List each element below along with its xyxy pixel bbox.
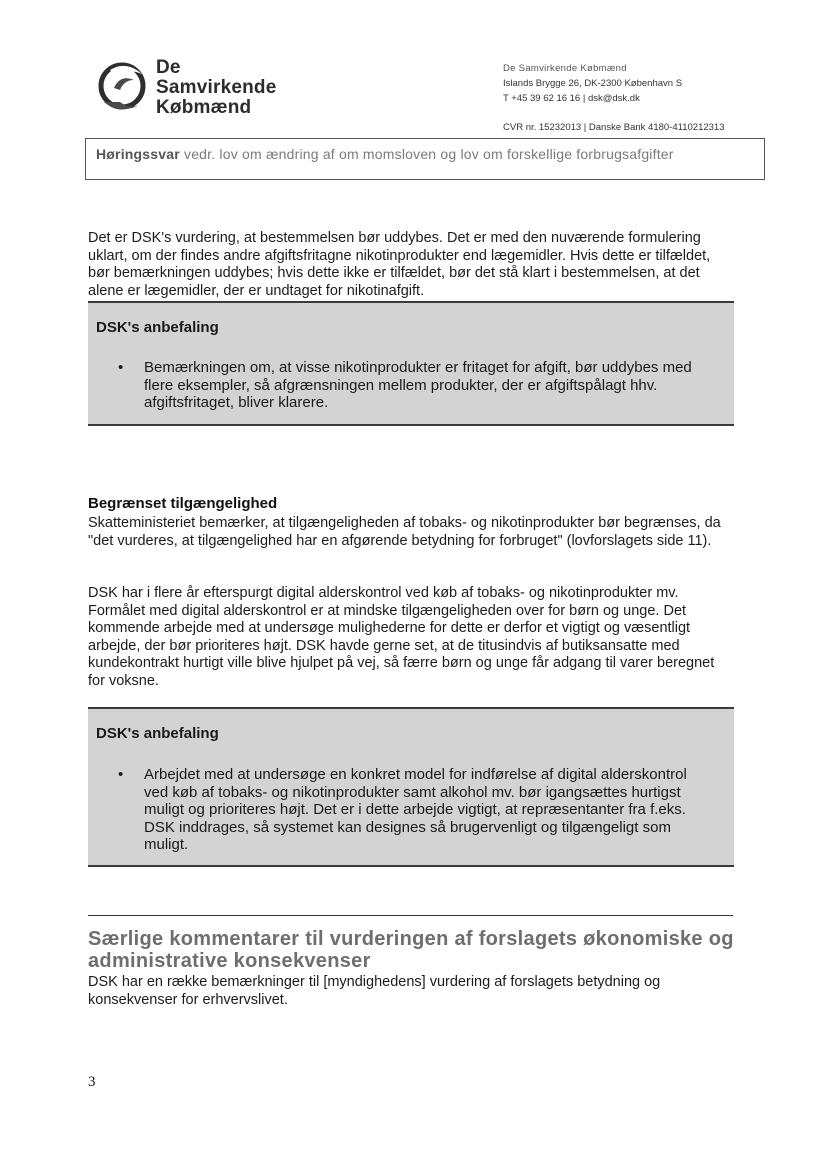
sender-name: De Samvirkende Købmænd	[503, 63, 627, 74]
bullet-icon: •	[118, 766, 124, 783]
bullet-icon: •	[118, 359, 124, 376]
sender-address: Islands Brygge 26, DK-2300 København S	[503, 78, 683, 89]
recommendation-title: DSK's anbefaling	[96, 725, 219, 742]
large-heading: Særlige kommentarer til vurderingen af forslagets økonomiske og administrative konsekvenser	[88, 928, 734, 972]
company-logo	[98, 56, 298, 116]
paragraph-2: Skatteministeriet bemærker, at tilgængeligheden af tobaks- og nikotinprodukter bør begrænses, da "det vurderes, at tilgængelighed har en afgørende betydning for forbruget" (lovforslagets side 11).	[88, 515, 721, 549]
subject-bold: Høringssvar	[96, 146, 180, 162]
recommendation-item: Arbejdet med at undersøge en konkret model for indførelse af digital alderskontrol ved køb af tobaks- og nikotinprodukter samt alkohol mv. bør igangsættes hurtigst muligt og prioriteres højt. Det er i dette arbejde vigtigt, at repræsentanter fra f.eks. DSK inddrages, så systemet kan designes så brugervenligt og tilgængeligt som muligt.	[144, 766, 687, 853]
paragraph-3: DSK har i flere år efterspurgt digital alderskontrol ved køb af tobaks- og nikotinprodukter mv. Formålet med digital alderskontrol er at mindske tilgængeligheden over for børn og unge. Det kommende arbejde med at undersøge mulighederne for dette er derfor et vigtigt og væsentligt arbejde, der bør prioriteres højt. DSK havde gerne set, at de titusindvis af butiksansatte med kundekontrakt hurtigt ville blive hjulpet på vej, så færre børn og unge får adgang til varer beregnet for voksne.	[88, 585, 715, 689]
paragraph-4: DSK har en række bemærkninger til [myndighedens] vurdering af forslagets betydning og konsekvenser for erhvervslivet.	[88, 974, 661, 1008]
section-divider	[88, 915, 733, 916]
recommendation-box-2	[88, 707, 734, 867]
logo-line-1: De	[156, 57, 181, 78]
paragraph-1: Det er DSK's vurdering, at bestemmelsen bør uddybes. Det er med den nuværende formulering uklart, om der findes andre afgiftsfritagne nikotinprodukter end lægemidler. Hvis dette er tilfældet, bør bemærkningen uddybes; hvis dette ikke er tilfældet, bør det stå klart i bestemmelsen, at det alene er lægemidler, der er undtaget for nikotinafgift.	[88, 230, 711, 299]
subject-rest: vedr. lov om ændring af om momsloven og lov om forskellige forbrugsafgifter	[179, 146, 674, 162]
sender-contact: T +45 39 62 16 16 | dsk@dsk.dk	[503, 93, 640, 104]
recommendation-title: DSK's anbefaling	[96, 319, 219, 336]
subject-line	[85, 138, 765, 180]
recommendation-item: Bemærkningen om, at visse nikotinprodukter er fritaget for afgift, bør uddybes med flere eksempler, så afgrænsningen mellem produkter, der er afgiftspålagt hhv. afgiftsfritaget, bliver klarere.	[144, 359, 692, 411]
logo-line-2: Samvirkende	[156, 77, 277, 98]
section-heading: Begrænset tilgængelighed	[88, 495, 278, 512]
recommendation-box-1	[88, 301, 734, 426]
logo-line-3: Købmænd	[156, 97, 252, 118]
logo-wordmark	[156, 58, 277, 118]
sender-info	[503, 61, 724, 135]
dsk-logo-icon	[98, 56, 154, 116]
sender-cvr: CVR nr. 15232013 | Danske Bank 4180-4110212313	[503, 122, 725, 133]
page-number: 3	[88, 1074, 96, 1090]
